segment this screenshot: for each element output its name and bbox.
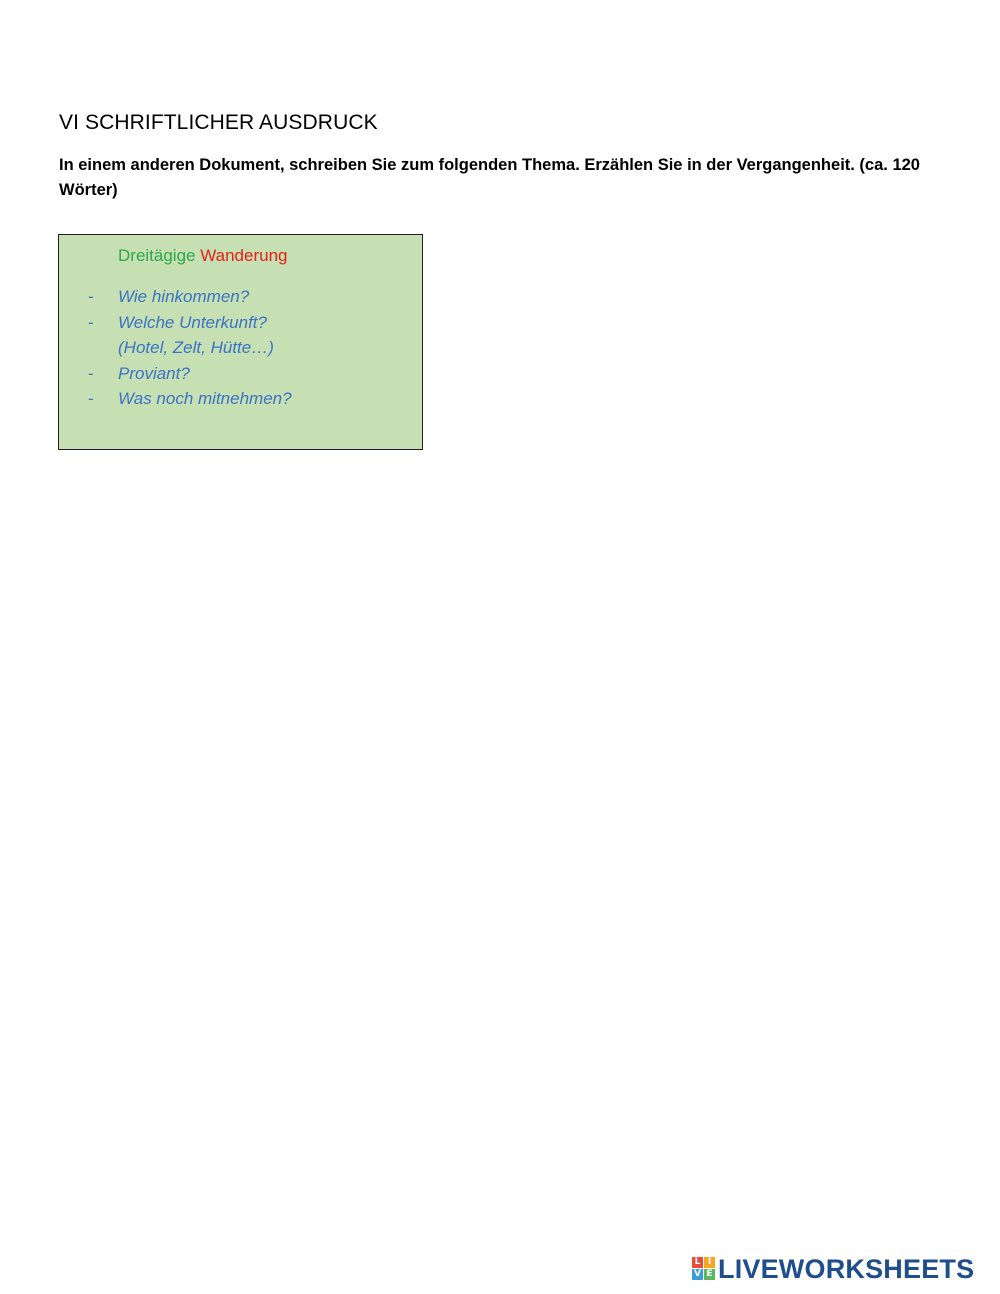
writing-instructions: In einem anderen Dokument, schreiben Sie zum folgenden Thema. Erzählen Sie in der Vergangenheit. (ca. 120 Wörter) xyxy=(59,156,920,199)
prompt-text: Wie hinkommen? xyxy=(118,287,250,306)
brand-name: LIVEWORKSHEETS xyxy=(718,1254,975,1284)
logo-letter-e: E xyxy=(704,1269,715,1280)
list-dash: - xyxy=(88,287,94,306)
logo-letter-v: V xyxy=(692,1269,703,1280)
prompt-item xyxy=(59,386,292,412)
prompt-item xyxy=(59,310,292,361)
list-dash: - xyxy=(88,312,94,332)
prompt-list xyxy=(59,284,292,412)
prompt-text: Proviant? xyxy=(118,363,190,383)
prompt-item xyxy=(59,284,292,310)
topic-title-part1: Dreitägige xyxy=(118,246,196,265)
prompt-text: Welche Unterkunft? xyxy=(118,312,267,332)
list-dash: - xyxy=(88,363,94,383)
liveworksheets-logo[interactable] xyxy=(692,1254,974,1284)
section-title: VI SCHRIFTLICHER AUSDRUCK xyxy=(59,111,378,134)
logo-letter-i: I xyxy=(704,1257,715,1268)
prompt-text: Was noch mitnehmen? xyxy=(118,389,292,408)
topic-box xyxy=(58,234,423,450)
liveworksheets-logo-icon xyxy=(692,1257,716,1281)
topic-title-part2: Wanderung xyxy=(200,246,288,265)
logo-letter-l: L xyxy=(692,1257,703,1268)
list-dash: - xyxy=(88,389,94,408)
prompt-subtext: (Hotel, Zelt, Hütte…) xyxy=(118,338,274,357)
topic-title xyxy=(118,244,288,268)
prompt-item xyxy=(59,361,292,387)
